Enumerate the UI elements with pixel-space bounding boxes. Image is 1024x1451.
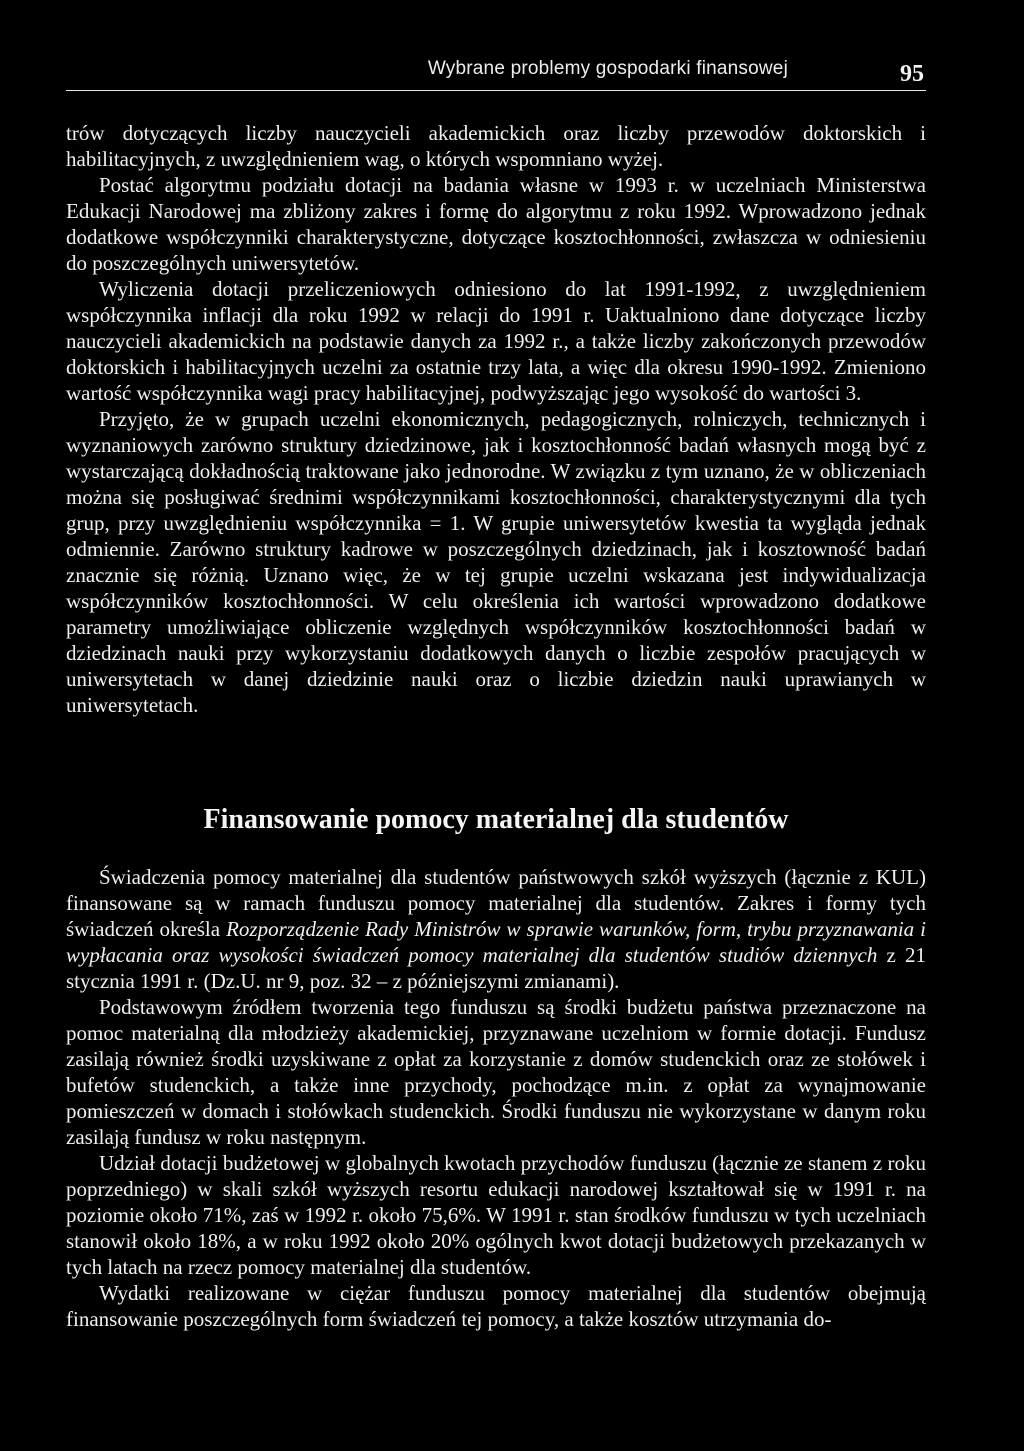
page-number: 95	[900, 61, 924, 87]
paragraph-algorithm-1993: Postać algorytmu podziału dotacji na badania własne w 1993 r. w uczelniach Ministerstwa Edukacji Narodowej ma zbliżony zakres i formę do algorytmu z roku 1992. Wprowadzono jednak dodatkowe współczynniki charakterystyczne, dotyczące kosztochłonności, zwłaszcza w odniesieniu do poszczególnych uniwersytetów.	[66, 173, 926, 275]
paragraph-university-groups: Przyjęto, że w grupach uczelni ekonomicznych, pedagogicznych, rolniczych, technicznych i wyznaniowych zarówno struktury dziedzinowe, jak i kosztochłonność badań własnych mogą być z wystarczającą dokładnością traktowane jako jednorodne. W związku z tym uznano, że w obliczeniach można się posługiwać średnimi współczynnikami kosztochłonności, charakterystycznymi dla tych grup, przy uwzględnieniu współczynnika = 1. W grupie uniwersytetów kwestia ta wygląda jednak odmiennie. Zarówno struktury kadrowe w poszczególnych dziedzinach, jak i kosztowność badań znacznie się różnią. Uznano więc, że w tej grupie uczelni wskazana jest indywidualizacja współczynników kosztochłonności. W celu określenia ich wartości wprowadzono dodatkowe parametry umożliwiające obliczenie względnych współczynników kosztochłonności badań w dziedzinach nauki przy wykorzystaniu dodatkowych danych o liczbie zespołów pracujących w uniwersytetach w danej dziedzinie nauki oraz o liczbie dziedzin nauki uprawianych w uniwersytetach.	[66, 407, 926, 717]
paragraph-benefits-text-end: z 21 stycznia 1991 r. (Dz.U. nr 9, poz. 32 – z późniejszymi zmianami).	[66, 943, 926, 993]
running-title: Wybrane problemy gospodarki finansowej	[427, 58, 788, 79]
paragraph-budget-share: Udział dotacji budżetowej w globalnych kwotach przychodów funduszu (łącznie ze stanem z roku poprzedniego) w skali szkół wyższych resortu edukacji narodowej kształtował się w 1991 r. na poziomie około 71%, zaś w 1992 r. około 75,6%. W 1991 r. stan środków funduszu w tych uczelniach stanowił około 18%, a w roku 1992 około 20% ogólnych kwot dotacji budżetowych przekazanych w tych latach na rzecz pomocy materialnej dla studentów.	[66, 1151, 926, 1279]
body-text-bottom	[66, 864, 926, 1332]
paragraph-continuation: trów dotyczących liczby nauczycieli akademickich oraz liczby przewodów doktorskich i habilitacyjnych, z uwzględnieniem wag, o których wspomniano wyżej.	[66, 121, 926, 171]
paragraph-benefits-text-start: Świadczenia pomocy materialnej dla studentów państwowych szkół wyższych (łącznie z KUL) finansowane są w ramach funduszu pomocy materialnej dla studentów. Zakres i formy tych świadczeń określa	[66, 865, 926, 941]
body-text-top	[66, 120, 926, 718]
paragraph-fund-sources: Podstawowym źródłem tworzenia tego funduszu są środki budżetu państwa przeznaczone na pomoc materialną dla młodzieży akademickiej, przyznawane uczelniom w formie dotacji. Fundusz zasilają również środki uzyskiwane z opłat za korzystanie z domów studenckich oraz ze stołówek i bufetów studenckich, a także inne przychody, pochodzące m.in. z opłat za wynajmowanie pomieszczeń w domach i stołówkach studenckich. Środki funduszu nie wykorzystane w danym roku zasilają fundusz w roku następnym.	[66, 995, 926, 1149]
paragraph-benefits	[66, 864, 926, 994]
regulation-title: Rozporządzenie Rady Ministrów w sprawie warunków, form, trybu przyznawania i wypłacania oraz wysokości świadczeń pomocy materialnej dla studentów studiów dziennych	[66, 917, 926, 967]
section-heading: Finansowanie pomocy materialnej dla studentów	[203, 804, 789, 835]
paragraph-expenditures: Wydatki realizowane w ciężar funduszu pomocy materialnej dla studentów obejmują finansowanie poszczególnych form świadczeń tej pomocy, a także kosztów utrzymania do-	[66, 1281, 926, 1331]
running-header	[66, 56, 926, 91]
paragraph-calculations: Wyliczenia dotacji przeliczeniowych odniesiono do lat 1991-1992, z uwzględnieniem współczynnika inflacji dla roku 1992 w relacji do 1991 r. Uaktualniono dane dotyczące liczby nauczycieli akademickich na podstawie danych za 1992 r., a także liczby zakończonych przewodów doktorskich i habilitacyjnych uczelni za ostatnie trzy lata, a więc dla okresu 1990-1992. Zmieniono wartość współczynnika wagi pracy habilitacyjnej, podwyższając jego wysokość do wartości 3.	[66, 277, 926, 405]
